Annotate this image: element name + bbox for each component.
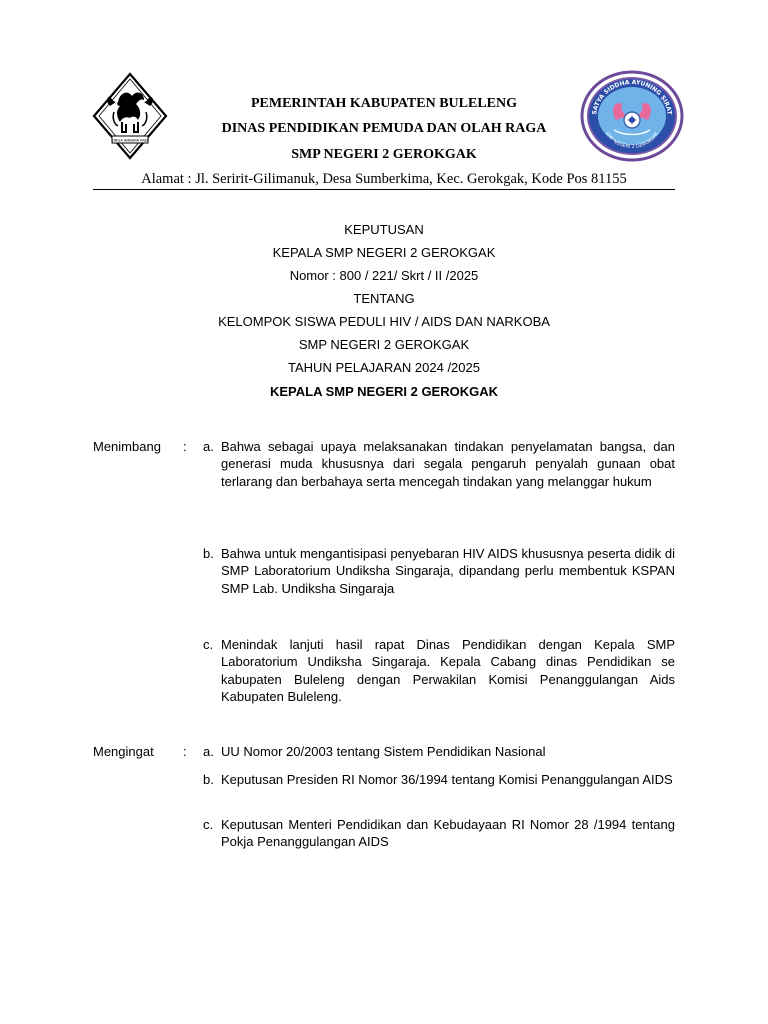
decree-head-heading: KEPALA SMP NEGERI 2 GEROKGAK — [269, 384, 498, 399]
decree-subject: KELOMPOK SISWA PEDULI HIV / AIDS DAN NARKOBA — [218, 314, 550, 329]
letterhead-divider — [93, 189, 675, 190]
item-marker: c. — [203, 637, 214, 652]
buleleng-emblem-icon — [92, 72, 168, 160]
item-text: Menindak lanjuti hasil rapat Dinas Pendidikan dengan Kepala SMP Laboratorium Undiksha Singaraja. Kepala Cabang dinas Pendidikan se kabupaten Buleleng dengan Perwakilan Komisi Penanggulangan Aids Kabupaten Buleleng. — [221, 637, 675, 704]
item-marker: c. — [203, 817, 214, 832]
menimbang-label: Menimbang — [93, 439, 161, 454]
emblem-motto-text: SINGA AMBARA RAJA — [111, 138, 149, 143]
decree-title: KEPUTUSAN — [344, 222, 424, 237]
emblem-bottom-text: SMP NEGERI 2 GEROKGAK — [603, 131, 661, 150]
decree-academic-year: TAHUN PELAJARAN 2024 /2025 — [288, 360, 480, 375]
menimbang-item — [203, 545, 675, 597]
mengingat-item — [203, 743, 675, 760]
menimbang-colon: : — [183, 439, 187, 454]
emblem-top-text: SATYA SIDDHA AYUNING SIRAT — [591, 78, 673, 116]
letterhead-government: PEMERINTAH KABUPATEN BULELENG — [250, 96, 518, 111]
decree-school: SMP NEGERI 2 GEROKGAK — [298, 337, 470, 352]
item-text: UU Nomor 20/2003 tentang Sistem Pendidikan Nasional — [221, 744, 546, 759]
decree-number: Nomor : 800 / 221/ Skrt / II /2025 — [289, 268, 479, 283]
mengingat-label: Mengingat — [93, 744, 154, 759]
school-emblem-icon — [580, 70, 684, 162]
item-text: Keputusan Menteri Pendidikan dan Kebudayaan RI Nomor 28 /1994 tentang Pokja Penanggulangan AIDS — [221, 817, 675, 850]
item-marker: a. — [203, 744, 214, 759]
letterhead-address: Alamat : Jl. Seririt-Gilimanuk, Desa Sumberkima, Kec. Gerokgak, Kode Pos 81155 — [141, 171, 627, 187]
item-marker: b. — [203, 546, 214, 561]
item-text: Bahwa untuk mengantisipasi penyebaran HIV AIDS khususnya peserta didik di SMP Laboratorium Undiksha Singaraja, dipandang perlu membentuk KSPAN SMP Lab. Undiksha Singaraja — [221, 546, 675, 596]
item-text: Bahwa sebagai upaya melaksanakan tindakan penyelamatan bangsa, dan generasi muda khususnya dari segala pengaruh penyalah gunaan obat terlarang dan berbahaya serta mencegah tindakan yang melanggar hukum — [221, 439, 675, 489]
decree-about-label: TENTANG — [353, 291, 415, 306]
letterhead-school: SMP NEGERI 2 GEROKGAK — [291, 147, 477, 162]
mengingat-item — [203, 816, 675, 851]
menimbang-item — [203, 438, 675, 490]
item-text: Keputusan Presiden RI Nomor 36/1994 tentang Komisi Penanggulangan AIDS — [221, 772, 673, 787]
mengingat-colon: : — [183, 744, 187, 759]
mengingat-item — [203, 771, 675, 788]
school-emblem-logo — [580, 70, 684, 162]
buleleng-emblem-logo — [92, 72, 168, 160]
letterhead-department: DINAS PENDIDIKAN PEMUDA DAN OLAH RAGA — [221, 121, 547, 136]
item-marker: b. — [203, 772, 214, 787]
decree-issuer: KEPALA SMP NEGERI 2 GEROKGAK — [272, 245, 496, 260]
menimbang-item — [203, 636, 675, 705]
item-marker: a. — [203, 439, 214, 454]
